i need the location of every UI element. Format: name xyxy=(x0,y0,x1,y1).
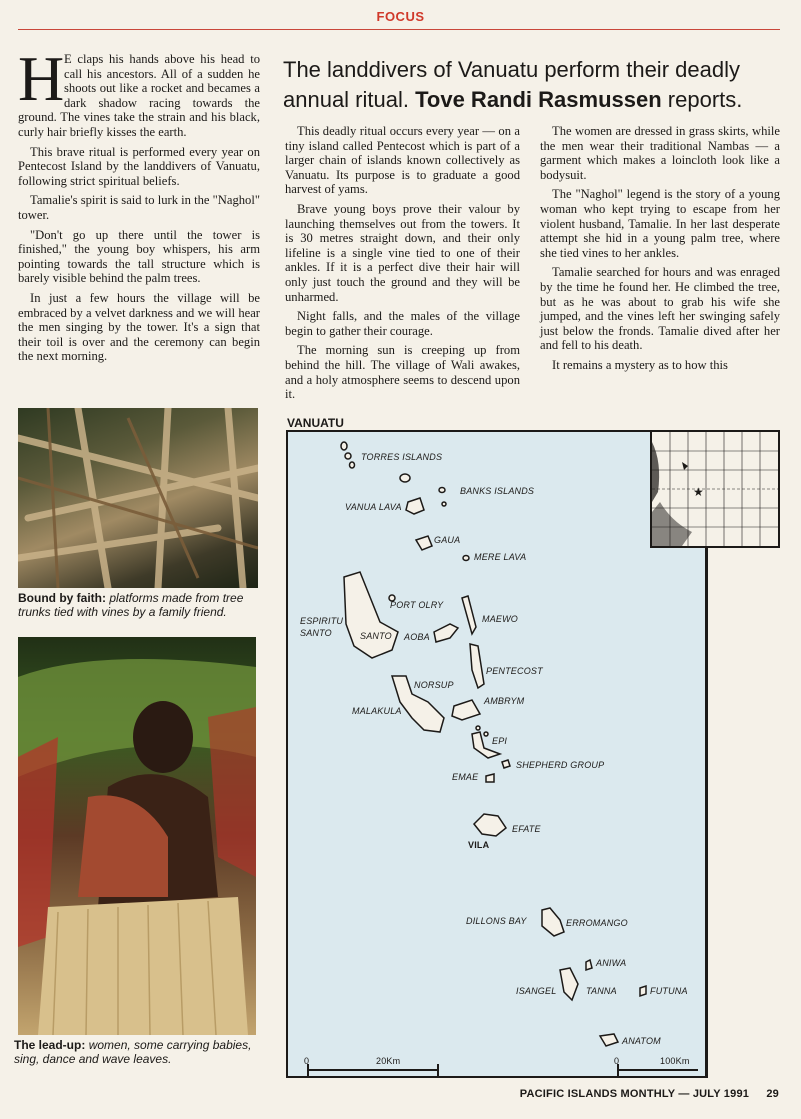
section-label: FOCUS xyxy=(376,9,425,24)
map-islands xyxy=(288,432,706,1076)
map-label: ISANGEL xyxy=(516,986,557,996)
photo-tower-platforms xyxy=(18,408,258,588)
vanuatu-map xyxy=(286,430,708,1078)
article-column-2 xyxy=(285,124,520,407)
map-label: FUTUNA xyxy=(650,986,688,996)
scale-right-start: 0 xyxy=(614,1056,620,1066)
location-star-icon: ★ xyxy=(693,485,704,499)
map-label: VILA xyxy=(468,840,490,850)
photo-caption-1: Bound by faith: platforms made from tree trunks tied with vines by a family friend. xyxy=(18,591,244,619)
map-label: BANKS ISLANDS xyxy=(460,486,535,496)
article-paragraph: The morning sun is creeping up from behind the hill. The village of Wali awakes, and a holy atmosphere seems to descend upon it. xyxy=(285,343,520,402)
tower-illustration xyxy=(18,408,258,588)
header-rule xyxy=(18,29,780,30)
standfirst xyxy=(283,55,783,115)
article-column-1 xyxy=(18,43,260,369)
scale-left-end: 20Km xyxy=(376,1056,401,1066)
map-label: EPI xyxy=(492,736,508,746)
map-label: SANTO xyxy=(300,628,332,638)
article-paragraph: Brave young boys prove their valour by launching themselves out from the towers. It is 30 metres straight down, and their only lifeline is a single vine tied to one of their ankles. If it is a perfect dive their hair will only just touch the ground and they will be unharmed. xyxy=(285,201,520,304)
article-paragraph: The women are dressed in grass skirts, while the men wear their traditional Nambas — a garment which makes a loincloth look like a bodysuit. xyxy=(540,124,780,182)
publication-line: PACIFIC ISLANDS MONTHLY — JULY 1991 xyxy=(519,1088,750,1100)
map-label: ERROMANGO xyxy=(566,918,628,928)
photo-women-dancing xyxy=(18,637,256,1035)
article-paragraph: It remains a mystery as to how this xyxy=(552,357,728,372)
women-illustration xyxy=(18,637,256,1035)
map-label: ANIWA xyxy=(596,958,627,968)
page-footer xyxy=(520,1088,779,1100)
map-label: VANUA LAVA xyxy=(345,502,402,512)
standfirst-text: The landdivers of Vanuatu perform their deadly annual ritual. xyxy=(283,57,740,112)
map-label: NORSUP xyxy=(414,680,454,690)
map-title: VANUATU xyxy=(287,416,344,430)
article-column-3 xyxy=(540,124,780,378)
article-paragraph: In just a few hours the village will be embraced by a velvet darkness and we will hear the men singing by the tower. It's a sign that their toil is over and the ceremony can begin the next morning. xyxy=(18,290,260,364)
scale-left-start: 0 xyxy=(304,1056,310,1066)
map-label: PORT OLRY xyxy=(390,600,444,610)
standfirst-tail: reports. xyxy=(667,87,743,112)
map-label: AMBRYM xyxy=(484,696,525,706)
map-label: ESPIRITU xyxy=(300,616,344,626)
map-label: GAUA xyxy=(434,535,461,545)
map-label: MALAKULA xyxy=(352,706,402,716)
map-label: MAEWO xyxy=(482,614,518,624)
map-label: AOBA xyxy=(404,632,430,642)
page-number: 29 xyxy=(766,1088,779,1100)
article-paragraph: H E claps his hands above his head to call his ancestors. All of a sudden he shoots out like a rocket and becames a dark shadow racing towards the ground. The vines take the strain and his black, curly hair briefly kisses the earth. xyxy=(18,43,260,139)
locator-inset-map xyxy=(650,430,780,548)
map-label: SANTO xyxy=(360,631,392,641)
article-paragraph: Night falls, and the males of the village begin to gather their courage. xyxy=(285,309,520,338)
photo-caption-2: The lead-up: women, some carrying babies, sing, dance and wave leaves. xyxy=(14,1038,252,1066)
article-paragraph: Tamalie searched for hours and was enraged by the time he found her. He climbed the tree, but as he was about to grab his wife she jumped, and the vines left her swinging safely just below the fronds. Tamalie dived after her and fell to his death. xyxy=(540,265,780,353)
locator-grid xyxy=(652,432,778,546)
scale-right-end: 100Km xyxy=(660,1056,690,1066)
map-label: EFATE xyxy=(512,824,541,834)
article-paragraph: The "Naghol" legend is the story of a young woman who kept trying to escape from her violent husband, Tamalie. In her last desperate attempt she hid in a young palm tree, where she tied vines to her ankles. xyxy=(540,187,780,260)
map-label: MERE LAVA xyxy=(474,552,527,562)
map-label: SHEPHERD GROUP xyxy=(516,760,605,770)
map-label: DILLONS BAY xyxy=(466,916,527,926)
map-label: EMAE xyxy=(452,772,479,782)
article-paragraph: Tamalie's spirit is said to lurk in the "Naghol" tower. xyxy=(18,193,260,222)
author-name: Tove Randi Rasmussen xyxy=(415,87,662,112)
map-label: TORRES ISLANDS xyxy=(361,452,443,462)
article-paragraph: This deadly ritual occurs every year — on a tiny island called Pentecost which is part of a larger chain of islands known collectively as Vanuatu. Its purpose is to graduate a good harvest of yams. xyxy=(285,124,520,197)
map-label: TANNA xyxy=(586,986,617,996)
drop-cap: H xyxy=(18,43,65,114)
map-label: ANATOM xyxy=(622,1036,661,1046)
article-paragraph: "Don't go up there until the tower is finished," the young boy whispers, his arm pointing towards the tall structure which is barely visible behind the palm trees. xyxy=(18,227,260,286)
map-label: PENTECOST xyxy=(486,666,543,676)
article-paragraph: This brave ritual is performed every year on Pentecost Island by the landdivers of Vanuatu, following strict spiritual beliefs. xyxy=(18,144,260,188)
